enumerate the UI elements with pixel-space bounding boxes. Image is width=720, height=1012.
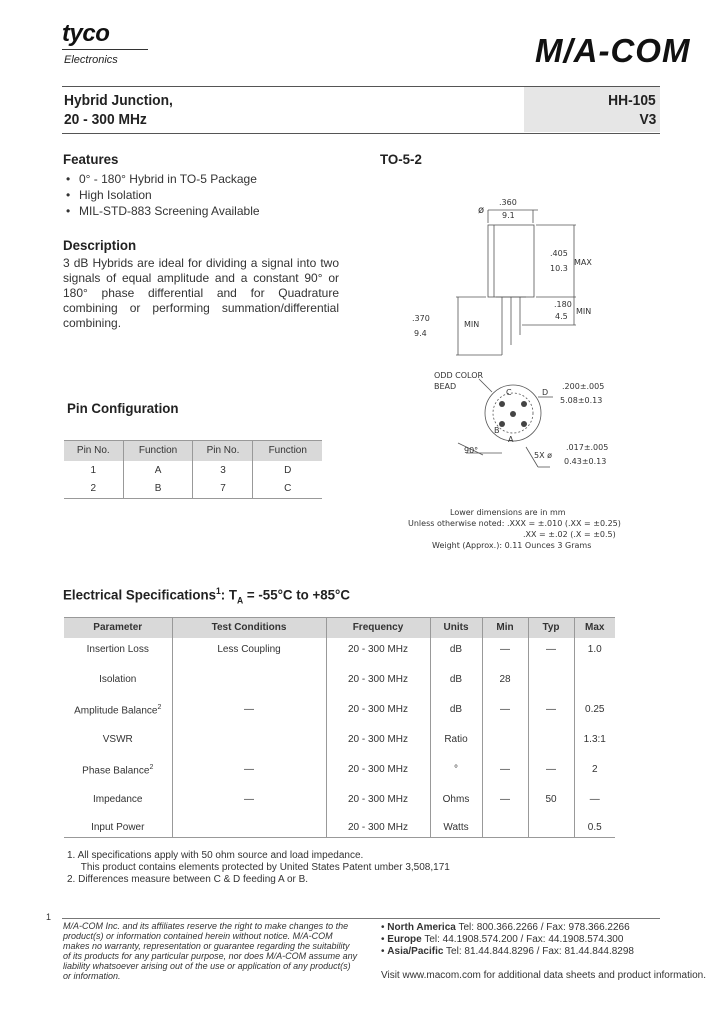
column-header: Pin No. [193, 441, 253, 461]
angle-label: 90° [464, 446, 479, 455]
table-cell [64, 758, 172, 788]
table-row [64, 668, 615, 698]
spec-heading-text: Electrical Specifications [63, 586, 217, 603]
table-cell: 50 [528, 788, 574, 818]
table-cell: Less Coupling [172, 638, 326, 668]
dim-lead-length-in: .370 [412, 314, 430, 323]
table-cell [64, 668, 172, 698]
description-text: 3 dB Hybrids are ideal for dividing a signal into two signals of equal amplitude and a constant 90° or 180° phase differential and for Quadrature combining or performing summation/differential combining. [63, 256, 339, 330]
dim-lead-length-min: MIN [464, 320, 480, 329]
table-cell: 0.25 [585, 703, 605, 715]
table-header-row [64, 441, 322, 461]
contact-line: • Europe Tel: 44.1908.574.200 / Fax: 44.1908.574.300 [381, 934, 624, 945]
title-bar [62, 86, 660, 134]
table-cell [64, 638, 172, 668]
footer-disclaimer: M/A-COM Inc. and its affiliates reserve the right to make changes to the product(s) or information contained herein without notice. M/A-COM makes no warranty, representation or guarantee regarding the suitability of its products for any particular purpose, nor does M/A-COM assume any liability whatsoever arising out of the use or application of any product(s) or information. [63, 921, 358, 981]
footnote-marker: 2 [157, 703, 162, 711]
spec-heading-range: = -55°C to +85°C [243, 586, 350, 603]
contact-info: Tel: 81.44.844.8296 / Fax: 81.44.844.8298 [446, 946, 634, 957]
table-cell: B [123, 480, 193, 499]
table-cell: Ohms [430, 788, 482, 818]
table-cell: A [123, 461, 193, 480]
dim-height-max: MAX [574, 258, 592, 267]
table-cell: 1 [64, 461, 123, 480]
pin-label: C [506, 388, 512, 397]
contact-region: Asia/Pacific [387, 946, 444, 957]
dim-lead-min: MIN [576, 307, 592, 316]
table-cell: — [172, 698, 326, 728]
package-note: Unless otherwise noted: .XXX = ±.010 (.XX = ±0.25) [408, 519, 621, 528]
feature-item: • High Isolation [64, 187, 260, 203]
table-cell: Ratio [430, 728, 482, 758]
page-number: 1 [46, 912, 52, 922]
table-cell: 0.5 [574, 818, 615, 838]
parameter-name: Isolation [99, 673, 137, 685]
table-cell: — [528, 758, 574, 788]
table-cell: C [253, 480, 322, 499]
table-cell: dB [430, 698, 482, 728]
table-cell: — [528, 698, 574, 728]
spec-heading-ta-sub: A [237, 595, 244, 606]
contact-info: Tel: 800.366.2266 / Fax: 978.366.2266 [458, 922, 630, 933]
table-cell: — [482, 788, 528, 818]
footer-divider [62, 918, 660, 919]
macom-logo: M/A-COM [535, 32, 691, 69]
electrical-spec-heading [63, 586, 350, 605]
table-cell: 3 [193, 461, 253, 480]
dim-lead-dia-mm: 0.43±0.13 [564, 457, 607, 466]
odd-color-label: ODD COLOR [434, 371, 484, 380]
table-cell: 1.3:1 [583, 733, 606, 745]
column-header: Units [430, 618, 482, 638]
spec-notes [67, 850, 450, 886]
table-cell [528, 818, 574, 838]
table-header-row [64, 618, 615, 638]
dim-bolt-circle-in: .200±.005 [562, 382, 605, 391]
website-link[interactable]: Visit www.macom.com for additional data sheets and product information. [381, 970, 706, 981]
dim-lead-length-mm: 9.4 [414, 329, 427, 338]
lead-count-label: 5X ø [534, 451, 553, 460]
feature-item: • 0° - 180° Hybrid in TO-5 Package [64, 171, 260, 187]
column-header: Function [253, 441, 322, 461]
table-cell [482, 728, 528, 758]
table-cell: 1.0 [587, 643, 602, 655]
parameter-name: Impedance [93, 793, 143, 805]
contact-line: • North America Tel: 800.366.2266 / Fax: 978.366.2266 [381, 922, 630, 933]
version: V3 [639, 111, 656, 128]
table-cell [528, 728, 574, 758]
table-cell: 28 [482, 668, 528, 698]
table-cell [574, 668, 615, 698]
table-row [64, 638, 615, 668]
dim-lead-mm: 4.5 [555, 312, 568, 321]
table-row [64, 758, 615, 788]
package-heading: TO-5-2 [380, 151, 422, 167]
table-cell: 20 - 300 MHz [326, 698, 430, 728]
spec-heading-ta: : T [220, 586, 238, 603]
dim-diameter-mm: 9.1 [502, 211, 515, 220]
table-cell: Watts [430, 818, 482, 838]
table-row [64, 461, 322, 480]
dim-bolt-circle-mm: 5.08±0.13 [560, 396, 603, 405]
table-cell: — [528, 638, 574, 668]
table-cell: — [482, 638, 528, 668]
spec-heading-footnote: 1 [216, 586, 221, 596]
dim-diameter-in: .360 [499, 198, 517, 207]
table-cell: 20 - 300 MHz [326, 668, 430, 698]
features-list [64, 171, 260, 219]
parameter-name: VSWR [102, 733, 133, 745]
table-row [64, 698, 615, 728]
column-header: Pin No. [64, 441, 123, 461]
table-cell [64, 788, 172, 818]
table-cell [64, 698, 172, 728]
parameter-name: Phase Balance [82, 764, 150, 776]
description-heading: Description [63, 237, 137, 253]
contact-line: • Asia/Pacific Tel: 81.44.844.8296 / Fax: 81.44.844.8298 [381, 946, 634, 957]
parameter-name: Insertion Loss [86, 643, 149, 655]
package-note: Lower dimensions are in mm [450, 508, 566, 517]
column-header: Min [482, 618, 528, 638]
table-cell: — [589, 793, 600, 805]
table-cell [172, 728, 326, 758]
table-cell: — [172, 788, 326, 818]
table-row [64, 728, 615, 758]
contact-region: Europe [387, 934, 422, 945]
contact-region: North America [387, 922, 456, 933]
parameter-name: Input Power [91, 821, 145, 833]
features-heading: Features [63, 151, 119, 167]
table-cell: dB [430, 668, 482, 698]
table-cell [528, 668, 574, 698]
feature-item: • MIL-STD-883 Screening Available [64, 203, 260, 219]
table-cell [64, 728, 172, 758]
table-cell: — [482, 758, 528, 788]
column-header: Function [123, 441, 193, 461]
product-title: Hybrid Junction, [64, 92, 173, 109]
part-number: HH-105 [608, 92, 656, 109]
tyco-logo: tyco [62, 20, 110, 47]
column-header: Test Conditions [172, 618, 326, 638]
pin-config-heading: Pin Configuration [67, 400, 179, 416]
pin-label: B [494, 426, 500, 435]
table-cell: 20 - 300 MHz [326, 758, 430, 788]
package-outline-diagram [398, 185, 648, 560]
table-row [64, 818, 615, 838]
table-cell: 2 [64, 480, 123, 499]
table-cell: dB [430, 638, 482, 668]
footnote-marker: 2 [149, 763, 154, 771]
table-cell: ° [430, 758, 482, 788]
table-cell [172, 668, 326, 698]
column-header: Typ [528, 618, 574, 638]
dim-lead-in: .180 [554, 300, 572, 309]
table-row [64, 788, 615, 818]
table-cell: D [284, 464, 292, 476]
table-cell: 20 - 300 MHz [326, 788, 430, 818]
contact-info: Tel: 44.1908.574.200 / Fax: 44.1908.574.300 [424, 934, 624, 945]
svg-text:ø: ø [478, 205, 485, 216]
table-row [64, 480, 322, 499]
pin-config-table [64, 440, 322, 499]
parameter-name: Amplitude Balance [74, 704, 158, 716]
table-cell [64, 818, 172, 838]
logo-divider [62, 49, 148, 50]
table-cell: 7 [193, 480, 253, 499]
dim-lead-dia-in: .017±.005 [566, 443, 609, 452]
column-header: Parameter [64, 618, 172, 638]
package-note: Weight (Approx.): 0.11 Ounces 3 Grams [432, 541, 592, 550]
table-cell: 20 - 300 MHz [326, 728, 430, 758]
table-cell [172, 818, 326, 838]
pin-label: A [508, 435, 514, 444]
table-cell: — [482, 698, 528, 728]
footer-contacts [381, 922, 634, 958]
package-note: .XX = ±.02 (.X = ±0.5) [523, 530, 616, 539]
table-cell: 20 - 300 MHz [326, 818, 430, 838]
table-cell [482, 818, 528, 838]
dim-height-in: .405 [550, 249, 568, 258]
column-header: Frequency [326, 618, 430, 638]
table-cell: 2 [591, 763, 598, 775]
bead-label: BEAD [434, 382, 457, 391]
table-cell: 20 - 300 MHz [326, 638, 430, 668]
note-line: 2. Differences measure between C & D feeding A or B. [67, 874, 309, 885]
electrical-spec-table [64, 617, 615, 838]
column-header: Max [574, 618, 615, 638]
note-line: 1. All specifications apply with 50 ohm source and load impedance. [67, 850, 364, 861]
note-line: This product contains elements protected by United States Patent umber 3,508,171 [67, 862, 450, 873]
dim-height-mm: 10.3 [550, 264, 568, 273]
pin-label: D [542, 388, 549, 397]
product-frequency: 20 - 300 MHz [64, 111, 147, 128]
table-cell: — [172, 758, 326, 788]
tyco-electronics-text: Electronics [64, 54, 118, 66]
